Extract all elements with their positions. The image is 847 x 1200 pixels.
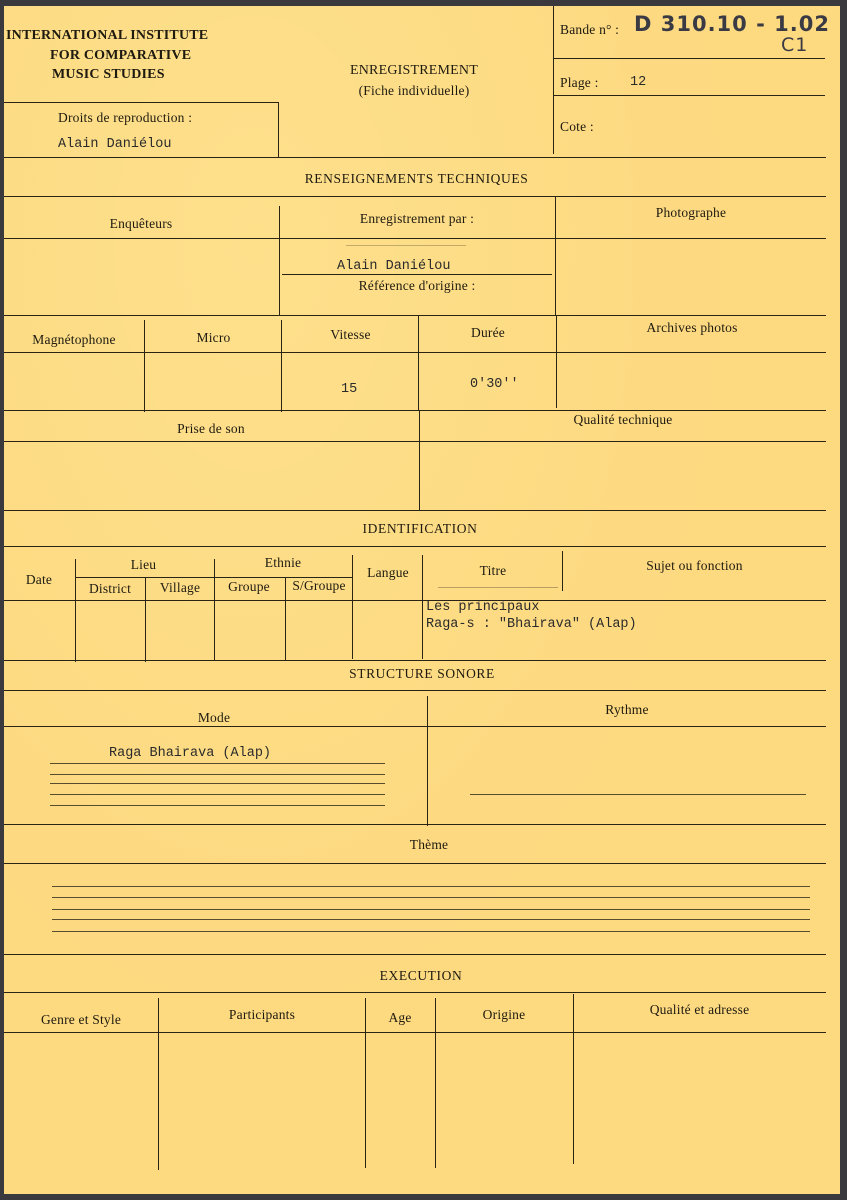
droits-label: Droits de reproduction : [58, 110, 193, 125]
titre-value-line-1: Les principaux [426, 600, 540, 615]
institute-line-1: INTERNATIONAL INSTITUTE [6, 28, 209, 43]
archives-photos-label: Archives photos [646, 320, 738, 335]
structure-section-title: STRUCTURE SONORE [349, 666, 495, 681]
mode-label: Mode [197, 710, 231, 725]
rythme-label: Rythme [605, 702, 649, 717]
district-label: District [88, 581, 132, 596]
titre-value-line-2: Raga-s : "Bhairava" (Alap) [426, 617, 637, 632]
groupe-label: Groupe [228, 579, 270, 594]
enqueteurs-label: Enquêteurs [109, 216, 173, 231]
enregistrement-par-value: Alain Daniélou [337, 259, 451, 274]
sujet-fonction-label: Sujet ou fonction [646, 558, 743, 573]
titre-label: Titre [479, 563, 507, 578]
recording-form-card [4, 6, 840, 1194]
photographe-label: Photographe [655, 205, 727, 220]
date-label: Date [25, 572, 53, 587]
qualite-adresse-label: Qualité et adresse [649, 1002, 750, 1017]
bande-label: Bande n° : [560, 22, 620, 37]
magnetophone-label: Magnétophone [32, 332, 116, 347]
duree-value: 0'30'' [470, 377, 519, 392]
identification-section-title: IDENTIFICATION [362, 521, 478, 536]
form-title: ENREGISTREMENT [349, 63, 478, 78]
participants-label: Participants [228, 1007, 296, 1022]
plage-label: Plage : [560, 75, 599, 90]
institute-line-3: MUSIC STUDIES [52, 67, 165, 82]
duree-label: Durée [471, 325, 505, 340]
reference-origine-label: Référence d'origine : [358, 278, 476, 293]
form-subtitle: (Fiche individuelle) [358, 83, 470, 98]
bande-sub-number: C1 [781, 34, 809, 56]
plage-value: 12 [630, 75, 647, 90]
mode-value: Raga Bhairava (Alap) [109, 746, 272, 761]
bande-number: D 310.10 - 1.02 [634, 12, 830, 36]
qualite-technique-label: Qualité technique [573, 412, 673, 427]
genre-style-label: Genre et Style [40, 1012, 122, 1027]
theme-label: Thème [409, 837, 449, 852]
origine-label: Origine [482, 1007, 526, 1022]
ethnie-label: Ethnie [264, 555, 302, 570]
vitesse-label: Vitesse [330, 327, 371, 342]
village-label: Village [159, 580, 201, 595]
micro-label: Micro [196, 330, 231, 345]
technique-section-title: RENSEIGNEMENTS TECHNIQUES [304, 171, 529, 186]
execution-section-title: EXECUTION [379, 968, 463, 983]
institute-line-2: FOR COMPARATIVE [50, 48, 192, 63]
droits-value: Alain Daniélou [58, 137, 172, 152]
enregistrement-par-label: Enregistrement par : [359, 211, 475, 226]
cote-label: Cote : [560, 119, 594, 134]
sgroupe-label: S/Groupe [292, 578, 346, 593]
prise-de-son-label: Prise de son [177, 421, 245, 436]
lieu-label: Lieu [130, 557, 157, 572]
age-label: Age [388, 1010, 412, 1025]
langue-label: Langue [367, 565, 409, 580]
vitesse-value: 15 [341, 382, 358, 397]
